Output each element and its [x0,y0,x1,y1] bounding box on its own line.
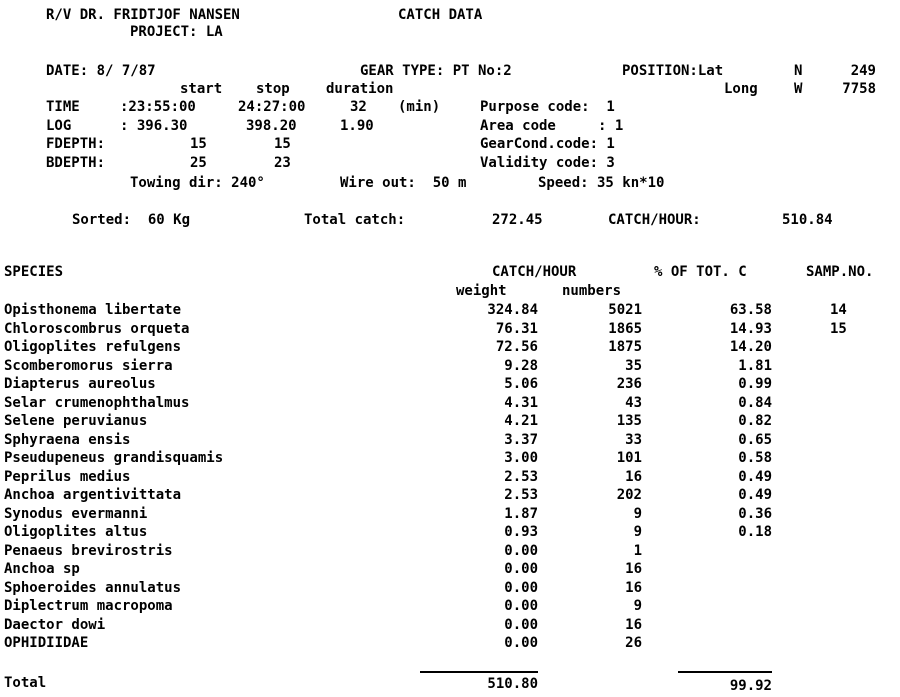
percent-of-total: 14.20 [729,339,772,355]
table-row [0,616,900,634]
table-row [0,542,900,560]
sample-column-header: SAMP.NO. [806,264,874,280]
log-label: LOG [46,118,72,134]
numbers-column-header: numbers [562,283,622,299]
percent-of-total: 0.36 [738,505,772,522]
catch-numbers: 9 [633,505,642,522]
log-duration: 1.90 [340,118,374,134]
catch-weight: 1.87 [504,505,538,522]
percent-column-header: % OF TOT. C [654,264,747,280]
species-name: Penaeus brevirostris [4,542,173,559]
species-name: Opisthonema libertate [4,302,182,318]
table-row [0,357,900,375]
time-stop: 24:27:00 [238,99,306,115]
table-row [0,394,900,412]
catch-per-hour-value: 510.84 [782,212,833,228]
table-row [0,579,900,597]
log-start: : 396.30 [120,118,188,134]
catch-weight: 5.06 [504,376,538,392]
col-stop-label: stop [256,81,290,97]
catch-weight: 4.21 [504,413,538,429]
project-label: PROJECT: LA [130,24,223,40]
log-stop: 398.20 [246,118,297,134]
catch-numbers: 16 [625,616,642,633]
species-name: Oligoplites altus [4,524,148,540]
catch-numbers: 202 [616,487,642,503]
catch-weight: 0.93 [504,524,538,540]
table-row [0,412,900,430]
species-name: Chloroscombrus orqueta [4,320,190,337]
sorted-weight: Sorted: 60 Kg [72,212,191,228]
species-name: Daector dowi [4,616,106,633]
bdepth-start: 25 [190,155,207,171]
position-label: POSITION:Lat [622,63,724,79]
catch-hour-column-header: CATCH/HOUR [492,264,577,280]
time-label: TIME [46,99,80,115]
catch-numbers: 1 [633,542,642,559]
species-column-header: SPECIES [4,264,64,280]
catch-numbers: 43 [625,394,642,411]
table-row [0,375,900,393]
percent-of-total: 0.84 [738,394,772,411]
table-row [0,523,900,541]
vessel-name: R/V DR. FRIDTJOF NANSEN [46,7,240,23]
table-row [0,486,900,504]
towing-speed: Speed: 35 kn*10 [538,175,665,191]
catch-numbers: 1865 [608,320,642,337]
species-name: Scomberomorus sierra [4,357,173,374]
percent-of-total: 1.81 [738,357,772,374]
gear-type-field: GEAR TYPE: PT No:2 [360,63,512,79]
page-title: CATCH DATA [398,7,483,23]
date-field: DATE: 8/ 7/87 [46,63,156,79]
catch-numbers: 35 [625,357,642,374]
catch-numbers: 1875 [608,339,642,355]
species-name: Selar crumenophthalmus [4,394,190,411]
table-row [0,338,900,356]
species-name: Sphoeroides annulatus [4,579,182,596]
fdepth-start: 15 [190,136,207,152]
catch-weight: 4.31 [504,394,538,411]
table-row [0,468,900,486]
percent-of-total: 0.99 [738,376,772,392]
table-row [0,431,900,449]
catch-numbers: 16 [625,579,642,596]
species-name: Oligoplites refulgens [4,339,182,355]
species-name: Anchoa sp [4,561,80,577]
gearcond-code: GearCond.code: 1 [480,136,615,152]
catch-numbers: 135 [616,413,642,429]
species-name: Synodus evermanni [4,505,148,522]
catch-weight: 0.00 [504,561,538,577]
table-row [0,505,900,523]
fdepth-stop: 15 [274,136,291,152]
long-label: Long [724,81,758,97]
time-unit: (min) [398,99,441,115]
catch-weight: 0.00 [504,598,538,614]
catch-numbers: 33 [625,431,642,448]
weight-column-header: weight [456,283,507,299]
catch-numbers: 16 [625,468,642,485]
table-row [0,634,900,652]
table-row [0,320,900,338]
catch-numbers: 9 [633,598,642,614]
species-name: Diplectrum macropoma [4,598,173,614]
area-code: Area code : 1 [480,118,624,134]
species-name: Anchoa argentivittata [4,487,182,503]
catch-weight: 0.00 [504,635,538,651]
percent-total-rule [678,671,772,673]
total-catch-label: Total catch: [304,212,406,228]
catch-weight: 2.53 [504,487,538,503]
lat-hemisphere: N [794,63,803,79]
catch-weight: 324.84 [487,302,538,318]
validity-code: Validity code: 3 [480,155,615,171]
total-catch-value: 272.45 [492,212,543,228]
col-start-label: start [180,81,223,97]
bdepth-label: BDEPTH: [46,155,106,171]
total-label: Total [4,675,47,691]
table-row [0,597,900,615]
fdepth-label: FDEPTH: [46,136,106,152]
sample-number: 15 [830,320,847,337]
time-duration: 32 [350,99,367,115]
catch-numbers: 26 [625,635,642,651]
percent-of-total: 0.49 [738,487,772,503]
percent-of-total: 0.18 [738,524,772,540]
table-row [0,301,900,319]
catch-weight: 72.56 [495,339,538,355]
catch-weight: 3.00 [504,450,538,466]
catch-weight: 0.00 [504,616,538,633]
table-row [0,449,900,467]
percent-of-total: 0.49 [738,468,772,485]
species-name: Pseudupeneus grandisquamis [4,450,224,466]
weight-total-rule [420,671,538,673]
bdepth-stop: 23 [274,155,291,171]
catch-numbers: 5021 [608,302,642,318]
long-hemisphere: W [794,81,803,97]
lat-value: 249 [850,63,876,79]
table-row [0,560,900,578]
percent-of-total: 63.58 [729,302,772,318]
percent-of-total: 0.65 [738,431,772,448]
catch-weight: 0.00 [504,542,538,559]
catch-weight: 0.00 [504,579,538,596]
species-name: Diapterus aureolus [4,376,156,392]
long-value: 7758 [842,81,876,97]
towing-direction: Towing dir: 240° [130,175,265,191]
catch-numbers: 9 [633,524,642,540]
percent-of-total: 14.93 [729,320,772,337]
sample-number: 14 [830,302,847,318]
catch-numbers: 16 [625,561,642,577]
percent-of-total: 0.82 [738,413,772,429]
percent-of-total: 0.58 [738,450,772,466]
catch-weight: 3.37 [504,431,538,448]
purpose-code: Purpose code: 1 [480,99,615,115]
total-weight: 510.80 [487,676,538,692]
catch-weight: 2.53 [504,468,538,485]
col-duration-label: duration [326,81,394,97]
species-name: Selene peruvianus [4,413,148,429]
species-name: OPHIDIIDAE [4,635,89,651]
species-name: Sphyraena ensis [4,431,131,448]
time-start: :23:55:00 [120,99,196,115]
total-percent: 99.92 [729,678,772,694]
species-name: Peprilus medius [4,468,131,485]
catch-per-hour-label: CATCH/HOUR: [608,212,701,228]
catch-weight: 76.31 [495,320,538,337]
catch-numbers: 236 [616,376,642,392]
catch-weight: 9.28 [504,357,538,374]
catch-numbers: 101 [616,450,642,466]
wire-out: Wire out: 50 m [340,175,467,191]
